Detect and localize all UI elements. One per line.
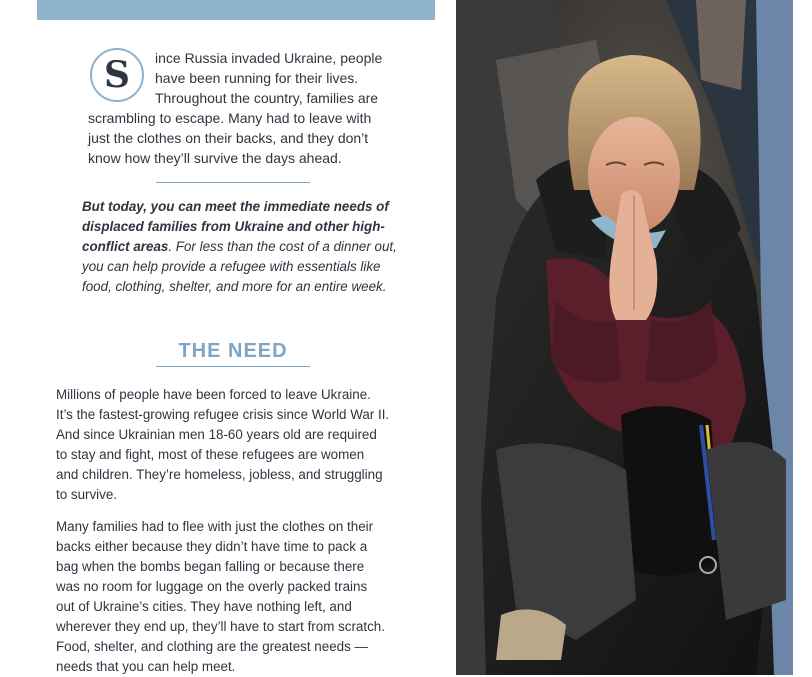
appeal-paragraph: [82, 197, 412, 297]
intro-line: scrambling to escape. Many had to leave with: [88, 110, 372, 126]
intro-line: ince Russia invaded Ukraine, people: [155, 50, 383, 66]
section-heading-the-need: THE NEED: [178, 340, 288, 362]
need-paragraph-1: Millions of people have been forced to leave Ukraine. It’s the fastest-growing refugee crisis since World War II. And since Ukrainian men 18-60 years old are required to stay and fight, most of these refugees are women and children. They’re homeless, jobless, and struggling to survive.: [56, 387, 390, 502]
appeal-text: . For less than the cost of a dinner out,: [168, 239, 397, 254]
intro-line: have been running for their lives.: [155, 70, 359, 86]
appeal-bold-line: conflict areas: [82, 239, 169, 254]
appeal-bold-line: But today, you can meet the immediate needs of: [82, 199, 389, 214]
divider-rule: [156, 182, 310, 183]
top-color-band: [37, 0, 435, 20]
appeal-bold-line: displaced families from Ukraine and other high-: [82, 219, 385, 234]
heading-underline: [156, 366, 310, 367]
refugee-woman-photo: [456, 0, 793, 675]
appeal-line: you can help provide a refugee with essentials like: [82, 259, 381, 274]
appeal-line: food, clothing, shelter, and more for an entire week.: [82, 279, 387, 294]
intro-line: Throughout the country, families are: [155, 90, 379, 106]
intro-line: just the clothes on their backs, and they don’t: [88, 130, 369, 146]
drop-cap: S: [90, 48, 144, 102]
need-paragraph-2: Many families had to flee with just the clothes on their backs either because they didn’t have time to pack a bag when the bombs began falling or because there was no room for luggage on the overly packed trains out of Ukraine’s cities. They have nothing left, and wherever they end up, they’ll have to start from scratch. Food, shelter, and clothing are the greatest needs — needs that you can help meet.: [56, 519, 385, 674]
intro-line: know how they’ll survive the days ahead.: [88, 150, 342, 166]
